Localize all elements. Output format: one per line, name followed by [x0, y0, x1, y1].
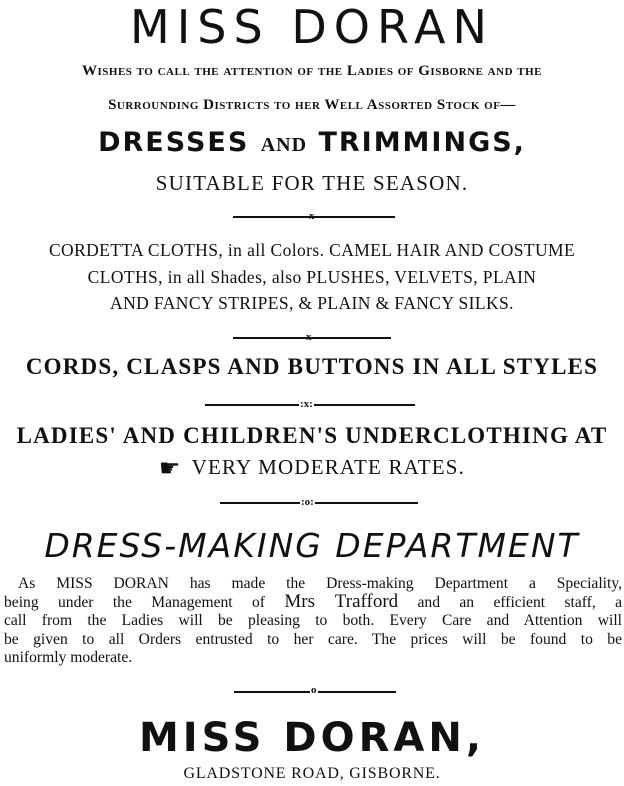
cords-line: CORDS, CLASPS AND BUTTONS IN ALL STYLES — [25, 354, 599, 379]
headline-dresses: DRESSES — [98, 127, 250, 158]
footer-address: GLADSTONE ROAD, GISBORNE. — [183, 765, 441, 782]
headline-and: AND — [260, 134, 308, 156]
divider-mark-5: o — [311, 684, 317, 696]
divider-mark-4: :o: — [301, 496, 314, 508]
paragraph-line-4: be given to all Orders entrusted to her care. The prices will be found to be — [4, 630, 622, 648]
dressmaking-paragraph — [4, 575, 622, 667]
divider-mark-3: :x: — [300, 398, 313, 410]
intro-line-2 — [0, 97, 624, 114]
cloths-line-1: CORDETTA CLOTHS, in all Colors. CAMEL HAIR AND COSTUME — [48, 240, 576, 260]
headline — [0, 127, 624, 158]
dressmaking-heading: DRESS-MAKING DEPARTMENT — [44, 526, 580, 565]
ad-title: MISS DORAN — [130, 0, 494, 54]
paragraph-line-3: call from the Ladies will be pleasing to both. Every Care and Attention will — [4, 612, 622, 630]
cloths-line-2: CLOTHS, in all Shades, also PLUSHES, VELVETS, PLAIN — [87, 267, 537, 287]
rates-line — [0, 454, 624, 482]
divider-mark-1: x — [309, 210, 315, 222]
pointing-hand-icon: ☛ — [158, 454, 182, 482]
paragraph-line-2a: being under the Management of — [4, 594, 265, 612]
intro-line-1 — [0, 63, 624, 80]
rates-text: VERY MODERATE RATES. — [191, 455, 466, 479]
intro-text-1: Wishes to call the attention of the Ladies of Gisborne and the — [82, 63, 542, 79]
underclothing-line: LADIES' AND CHILDREN'S UNDERCLOTHING AT — [16, 423, 608, 448]
footer-name: MISS DORAN, — [138, 715, 486, 761]
divider-rule-2 — [233, 337, 391, 339]
paragraph-line-5: uniformly moderate. — [4, 648, 133, 666]
intro-text-2: Surrounding Districts to her Well Assorted Stock of— — [108, 97, 516, 113]
season-line: SUITABLE FOR THE SEASON. — [155, 171, 469, 195]
headline-trimmings: TRIMMINGS, — [318, 127, 526, 158]
paragraph-line-2 — [4, 593, 622, 612]
manager-name: Mrs Trafford — [284, 591, 399, 613]
divider-rule-4 — [220, 502, 418, 504]
paragraph-line-2b: and an efficient staff, a — [417, 594, 623, 612]
divider-mark-2: x — [306, 331, 312, 343]
cloths-line-3: AND FANCY STRIPES, & PLAIN & FANCY SILKS. — [110, 293, 514, 313]
paragraph-line-1: As MISS DORAN has made the Dress-making Department a Speciality, — [18, 575, 622, 592]
